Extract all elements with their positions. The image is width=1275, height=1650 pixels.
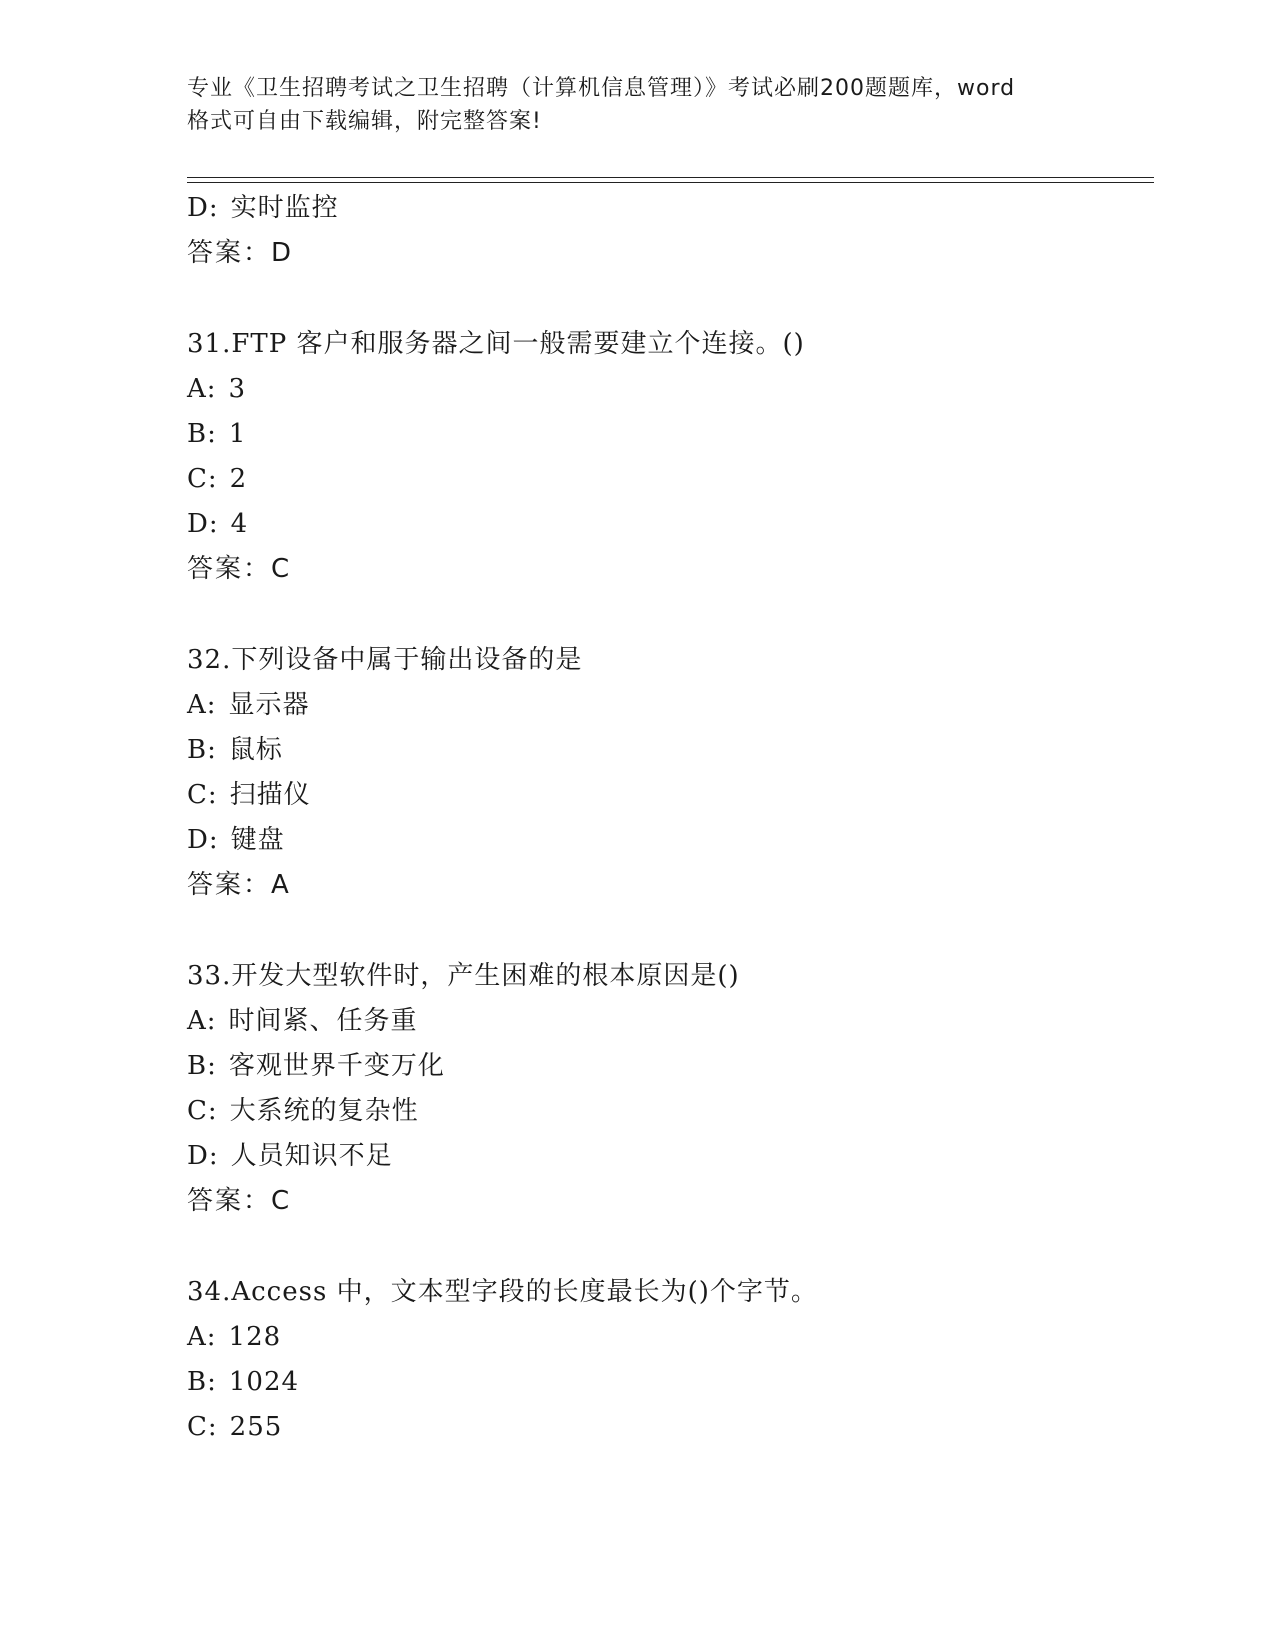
header-line-2: 格式可自由下载编辑，附完整答案!	[187, 109, 542, 134]
option-a	[187, 690, 310, 720]
answer-line: 答案：C	[187, 1186, 292, 1216]
option-b	[187, 735, 283, 765]
option-key: A:	[187, 1322, 217, 1352]
option-d	[187, 193, 339, 223]
option-text: 3	[228, 374, 247, 404]
option-key: D:	[187, 1141, 219, 1171]
option-text: 1024	[228, 1367, 300, 1397]
option-text: 显示器	[228, 690, 310, 720]
option-key: A:	[187, 690, 217, 720]
option-text: 大系统的复杂性	[229, 1096, 419, 1126]
answer-line: 答案：C	[187, 554, 292, 584]
option-text: 鼠标	[228, 735, 283, 765]
option-key: B:	[187, 735, 217, 765]
option-b	[187, 1367, 299, 1397]
option-key: C:	[187, 464, 218, 494]
option-d	[187, 1141, 393, 1171]
option-text: 实时监控	[230, 193, 339, 223]
option-b	[187, 419, 246, 449]
document-header	[187, 72, 1087, 138]
header-divider-bottom	[187, 182, 1154, 183]
option-text: 4	[230, 509, 249, 539]
option-key: C:	[187, 1096, 218, 1126]
header-divider-top	[187, 177, 1154, 178]
question-stem: 34.Access 中，文本型字段的长度最长为()个字节。	[187, 1277, 818, 1307]
option-key: C:	[187, 1412, 218, 1442]
option-key: C:	[187, 780, 218, 810]
option-text: 255	[229, 1412, 283, 1442]
option-text: 128	[228, 1322, 282, 1352]
option-c	[187, 1096, 419, 1126]
option-text: 时间紧、任务重	[228, 1006, 418, 1036]
option-text: 客观世界千变万化	[228, 1051, 445, 1081]
option-key: A:	[187, 1006, 217, 1036]
option-a	[187, 374, 246, 404]
option-c	[187, 464, 247, 494]
option-text: 键盘	[230, 825, 285, 855]
question-stem: 31.FTP 客户和服务器之间一般需要建立个连接。()	[187, 329, 805, 359]
option-c	[187, 780, 311, 810]
answer-line: 答案：A	[187, 870, 291, 900]
option-a	[187, 1006, 418, 1036]
option-d	[187, 509, 248, 539]
option-key: B:	[187, 1051, 217, 1081]
option-key: A:	[187, 374, 217, 404]
option-key: D:	[187, 825, 219, 855]
option-text: 人员知识不足	[230, 1141, 393, 1171]
header-line-1: 专业《卫生招聘考试之卫生招聘（计算机信息管理）》考试必刷200题题库，word	[187, 76, 1016, 101]
option-b	[187, 1051, 445, 1081]
option-key: B:	[187, 419, 217, 449]
option-key: B:	[187, 1367, 217, 1397]
option-text: 1	[228, 419, 247, 449]
option-d	[187, 825, 285, 855]
question-stem: 32.下列设备中属于输出设备的是	[187, 645, 583, 675]
option-text: 2	[229, 464, 248, 494]
answer-line: 答案：D	[187, 238, 294, 268]
option-key: D:	[187, 509, 219, 539]
option-key: D:	[187, 193, 219, 223]
option-c	[187, 1412, 282, 1442]
question-stem: 33.开发大型软件时，产生困难的根本原因是()	[187, 961, 740, 991]
option-a	[187, 1322, 281, 1352]
option-text: 扫描仪	[229, 780, 311, 810]
